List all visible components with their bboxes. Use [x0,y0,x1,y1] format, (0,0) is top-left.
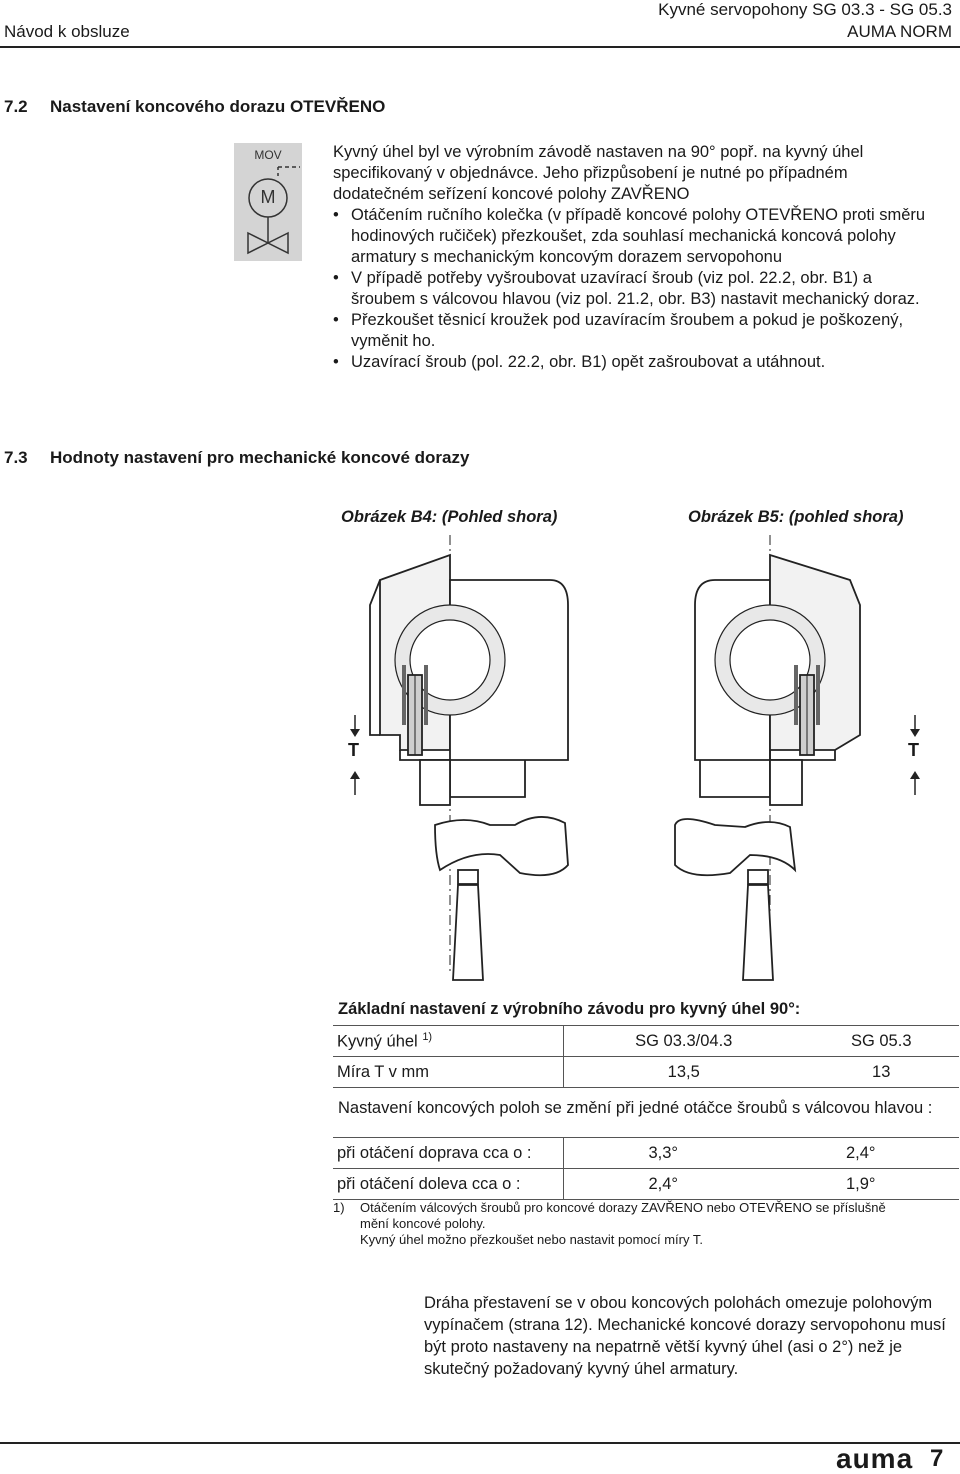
table-cell: SG 03.3/04.3 [564,1026,804,1057]
footnote-line: Kyvný úhel možno přezkoušet nebo nastavit pomocí míry T. [360,1232,703,1247]
table-cell: Kyvný úhel $^{1)}$ [333,1026,564,1057]
figure-b4-caption: Obrázek B4: (Pohled shora) [341,508,558,526]
mov-valve-icon [234,143,302,261]
table-cell: při otáčení doprava cca o : [333,1138,564,1169]
table-row [333,1138,959,1169]
bullet-item: • Přezkoušet těsnicí kroužek pod uzavíracím šroubem a pokud je poškozený, vyměnit ho. [333,310,933,352]
footnote-text [360,1200,900,1248]
settings-table-bottom [333,1137,959,1200]
table-row [333,1026,959,1057]
section-number: 7.3 [4,448,28,467]
settings-note: Nastavení koncových poloh se změní při jedné otáčce šroubů s válcovou hlavou : [338,1099,933,1117]
bottom-paragraph: Dráha přestavení se v obou koncových polohách omezuje polohovým vypínačem (strana 12). Mechanické koncové dorazy servopohonu musí být proto nastaveny na nepatrně větší kyvný úhel (asi o 2°) než je skutečný požadovaný kyvný úhel armatury. [424,1294,946,1378]
section-7-2-heading [4,97,385,117]
dimension-t-left-label: T [348,740,359,760]
header-title-right-1: Kyvné servopohony SG 03.3 - SG 05.3 [658,0,952,19]
header-title-right-2: AUMA NORM [847,22,952,41]
page-number: 7 [930,1445,944,1472]
table-cell: 13,5 [564,1057,804,1088]
section-title: Hodnoty nastavení pro mechanické koncové dorazy [50,448,470,467]
bullet-item: • Otáčením ručního kolečka (v případě koncové polohy OTEVŘENO proti směru hodinových ručiček) přezkoušet, zda souhlasí mechanická koncová polohy armatury s mechanickým koncovým dorazem servopohonu [333,205,933,268]
table-row [333,1057,959,1088]
figure-b5-caption: Obrázek B5: (pohled shora) [688,508,904,526]
table-cell: 13 [803,1057,959,1088]
footer-rule [0,1442,960,1444]
table-cell: 1,9° [763,1169,959,1200]
table-cell: Míra T v mm [333,1057,564,1088]
footnote-line: Otáčením válcových šroubů pro koncové dorazy ZAVŘENO nebo OTEVŘENO se příslušně mění koncové polohy. [360,1200,886,1231]
settings-heading: Základní nastavení z výrobního závodu pro kyvný úhel 90°: [338,1000,801,1018]
table-row [333,1169,959,1200]
table-cell: SG 05.3 [803,1026,959,1057]
section-7-3-heading [4,448,469,468]
header-title-left: Návod k obsluze [4,22,130,41]
intro-paragraph: Kyvný úhel byl ve výrobním závodě nastaven na 90° popř. na kyvný úhel specifikovaný v objednávce. Jeho přizpůsobení je nutné po případném dodatečném seřízení koncové polohy ZAVŘENO [333,143,864,203]
header-rule [0,46,960,48]
footnote-marker: 1) [333,1200,345,1215]
auma-logo: auma [836,1443,914,1474]
dimension-t-right-label: T [908,740,919,760]
figure-b4-drawing [340,535,600,995]
settings-table-top [333,1025,959,1088]
motor-label: M [260,187,276,207]
bullet-item: • V případě potřeby vyšroubovat uzavírací šroub (viz pol. 22.2, obr. B1) a šroubem s válcovou hlavou (viz pol. 21.2, obr. B3) nastavit mechanický doraz. [333,268,933,310]
section-title: Nastavení koncového dorazu OTEVŘENO [50,97,386,116]
section-number: 7.2 [4,97,28,116]
table-cell: 2,4° [564,1169,763,1200]
table-cell: při otáčení doleva cca o : [333,1169,564,1200]
mov-label: MOV [254,148,282,162]
table-cell: 2,4° [763,1138,959,1169]
section-7-2-body [333,142,933,373]
bullet-item: • Uzavírací šroub (pol. 22.2, obr. B1) opět zašroubovat a utáhnout. [333,352,933,373]
table-cell: 3,3° [564,1138,763,1169]
